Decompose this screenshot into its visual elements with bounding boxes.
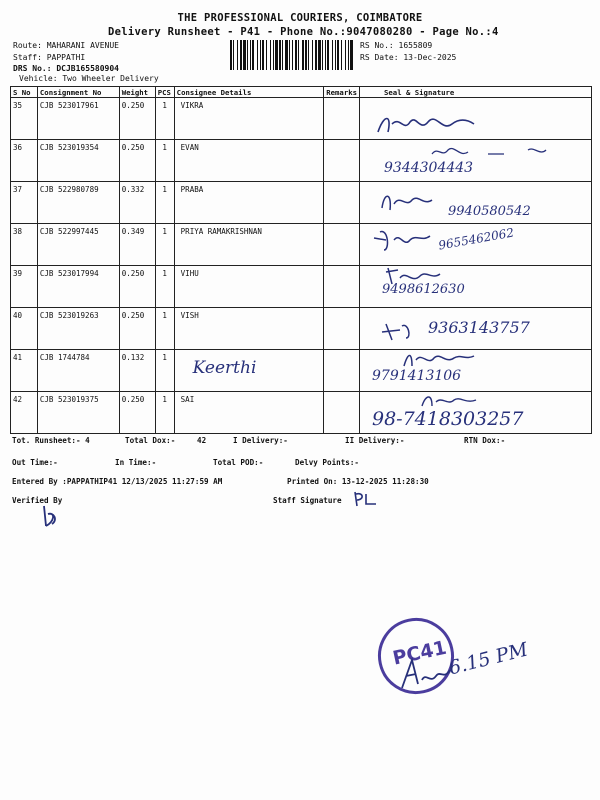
cell-consignment: CJB 1744784 — [37, 350, 119, 392]
cell-remarks — [324, 140, 360, 182]
cell-remarks — [324, 182, 360, 224]
route-label: Route: MAHARANI AVENUE — [13, 41, 119, 50]
cell-pcs: 1 — [155, 182, 174, 224]
cell-consignment: CJB 522980789 — [37, 182, 119, 224]
barcode-bar — [285, 40, 288, 70]
barcode-bar — [332, 40, 333, 70]
signature-scribble — [370, 110, 490, 140]
staff-signature-label: Staff Signature — [273, 496, 342, 505]
barcode-bar — [275, 40, 278, 70]
barcode-bar — [325, 40, 326, 70]
cell-consignee: PRABA — [174, 182, 324, 224]
barcode-bar — [350, 40, 353, 70]
barcode-bar — [345, 40, 346, 70]
cell-consignee — [174, 350, 324, 392]
cell-consignment: CJB 523019375 — [37, 392, 119, 434]
rs-number: RS No.: 1655809 — [360, 41, 433, 50]
cell-consignment: CJB 523019263 — [37, 308, 119, 350]
signature-scribble — [428, 144, 568, 160]
col-header-weight: Weight — [119, 87, 155, 98]
signature-scribble — [400, 348, 490, 370]
cell-pcs: 1 — [155, 350, 174, 392]
barcode-bar — [262, 40, 264, 70]
cell-sno: 40 — [11, 308, 38, 350]
barcode-bar — [266, 40, 267, 70]
cell-weight: 0.349 — [119, 224, 155, 266]
out-time: Out Time:- — [12, 458, 58, 467]
barcode-bar — [257, 40, 258, 70]
barcode-bar — [240, 40, 242, 70]
cell-remarks — [324, 308, 360, 350]
barcode-bar — [305, 40, 307, 70]
cell-consignee: VIHU — [174, 266, 324, 308]
cell-pcs: 1 — [155, 392, 174, 434]
barcode-bar — [308, 40, 309, 70]
total-dox-value: 42 — [197, 436, 207, 445]
barcode-bar — [295, 40, 297, 70]
handwritten-phone: 98-7418303257 — [372, 408, 524, 430]
cell-sno: 39 — [11, 266, 38, 308]
table-row — [11, 266, 592, 308]
cell-pcs: 1 — [155, 266, 174, 308]
in-time: In Time:- — [115, 458, 157, 467]
cell-consignee: PRIYA RAMAKRISHNAN — [174, 224, 324, 266]
cell-consignee: SAI — [174, 392, 324, 434]
barcode-bar — [237, 40, 238, 70]
cell-weight: 0.250 — [119, 140, 155, 182]
barcode-bar — [243, 40, 246, 70]
cell-pcs: 1 — [155, 140, 174, 182]
table-header-row — [11, 87, 592, 98]
cell-weight: 0.250 — [119, 392, 155, 434]
barcode-bar — [289, 40, 290, 70]
handwritten-phone: 9498612630 — [382, 282, 465, 297]
cell-consignment: CJB 522997445 — [37, 224, 119, 266]
total-pod: Total POD:- — [213, 458, 264, 467]
cell-pcs: 1 — [155, 98, 174, 140]
barcode-bar — [270, 40, 271, 70]
vehicle-label: Vehicle: Two Wheeler Delivery — [19, 74, 159, 83]
barcode-bar — [247, 40, 248, 70]
barcode-bar — [298, 40, 299, 70]
cell-sno: 38 — [11, 224, 38, 266]
delvy-points: Delvy Points:- — [295, 458, 360, 467]
cell-consignment: CJB 523019354 — [37, 140, 119, 182]
barcode-bar — [341, 40, 342, 70]
barcode-bar — [233, 40, 234, 70]
i-delivery: I Delivery:- — [233, 436, 288, 445]
barcode-bar — [315, 40, 317, 70]
staff-signature — [352, 490, 382, 508]
cell-sno: 42 — [11, 392, 38, 434]
cell-consignee: EVAN — [174, 140, 324, 182]
col-header-remarks: Remarks — [324, 87, 360, 98]
barcode-bar — [337, 40, 339, 70]
barcode — [230, 40, 356, 70]
col-header-pcs: PCS — [155, 87, 174, 98]
verified-by-label: Verified By — [12, 496, 63, 505]
stamp-signature — [396, 650, 456, 694]
handwritten-phone: 9363143757 — [428, 318, 530, 337]
barcode-bar — [335, 40, 336, 70]
staff-label: Staff: PAPPATHI — [13, 53, 86, 62]
printed-on: Printed On: 13-12-2025 11:28:30 — [287, 477, 429, 486]
cell-weight: 0.250 — [119, 308, 155, 350]
cell-remarks — [324, 266, 360, 308]
handwritten-phone: 9344304443 — [384, 160, 474, 176]
cell-weight: 0.332 — [119, 182, 155, 224]
cell-sno: 35 — [11, 98, 38, 140]
verified-signature — [38, 502, 62, 530]
rs-date: RS Date: 13-Dec-2025 — [360, 53, 457, 62]
handwritten-phone: 9791413106 — [372, 368, 462, 384]
barcode-bar — [250, 40, 251, 70]
table-row — [11, 350, 592, 392]
signature-scribble — [370, 226, 440, 252]
barcode-bar — [260, 40, 261, 70]
cell-remarks — [324, 224, 360, 266]
stamp-text: PC41 — [390, 636, 449, 670]
cell-pcs: 1 — [155, 308, 174, 350]
col-header-consignment: Consignment No — [37, 87, 119, 98]
document-title: THE PROFESSIONAL COURIERS, COIMBATORE — [177, 12, 423, 24]
document-subtitle: Delivery Runsheet - P41 - Phone No.:9047080280 - Page No.:4 — [108, 26, 499, 38]
rtn-dox: RTN Dox:- — [464, 436, 506, 445]
barcode-bar — [273, 40, 274, 70]
barcode-bar — [230, 40, 232, 70]
cell-sno: 41 — [11, 350, 38, 392]
barcode-bar — [282, 40, 283, 70]
barcode-bar — [312, 40, 313, 70]
cell-weight: 0.132 — [119, 350, 155, 392]
barcode-bar — [327, 40, 329, 70]
cell-pcs: 1 — [155, 224, 174, 266]
col-header-signature: Seal & Signature — [360, 87, 592, 98]
barcode-bar — [348, 40, 349, 70]
barcode-bar — [318, 40, 321, 70]
ii-delivery: II Delivery:- — [345, 436, 405, 445]
handwritten-phone: 9940580542 — [448, 204, 531, 219]
runsheet-table — [10, 86, 592, 434]
cell-weight: 0.250 — [119, 98, 155, 140]
signature-scribble — [378, 318, 418, 344]
col-header-consignee: Consignee Details — [174, 87, 324, 98]
cell-consignee: VIKRA — [174, 98, 324, 140]
cell-remarks — [324, 98, 360, 140]
drs-label: DRS No.: DCJB165580904 — [13, 64, 119, 73]
cell-sno: 37 — [11, 182, 38, 224]
cell-sno: 36 — [11, 140, 38, 182]
handwritten-consignee: Keerthi — [192, 358, 257, 378]
cell-remarks — [324, 350, 360, 392]
cell-consignee: VISH — [174, 308, 324, 350]
total-dox-label: Total Dox:- — [125, 436, 176, 445]
total-runsheet: Tot. Runsheet:- 4 — [12, 436, 90, 445]
cell-consignment: CJB 523017961 — [37, 98, 119, 140]
cell-weight: 0.250 — [119, 266, 155, 308]
barcode-bar — [292, 40, 293, 70]
barcode-bar — [322, 40, 323, 70]
signature-scribble — [376, 188, 446, 214]
barcode-bar — [252, 40, 254, 70]
col-header-sno: S No — [11, 87, 38, 98]
handwritten-phone: 9655462062 — [437, 225, 515, 253]
barcode-bar — [302, 40, 304, 70]
stamp-time: 6.15 PM — [446, 638, 531, 680]
barcode-bar — [279, 40, 281, 70]
table-row — [11, 98, 592, 140]
cell-remarks — [324, 392, 360, 434]
entered-by: Entered By :PAPPATHIP41 12/13/2025 11:27:59 AM — [12, 477, 223, 486]
cell-consignment: CJB 523017994 — [37, 266, 119, 308]
